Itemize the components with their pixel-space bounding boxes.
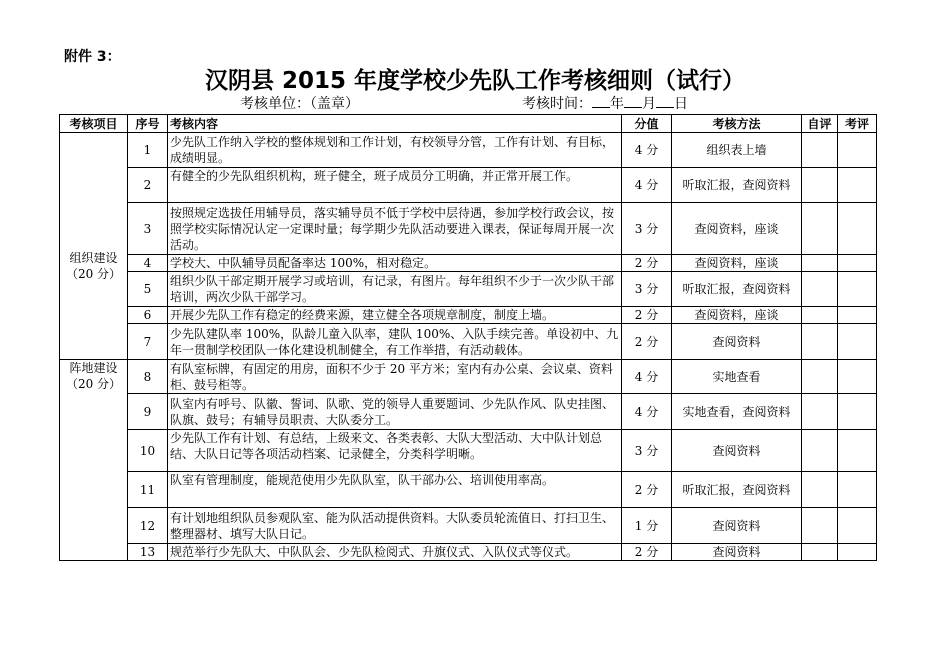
- self-eval-cell[interactable]: [802, 168, 838, 203]
- header-score: 分值: [622, 115, 672, 133]
- eval-cell[interactable]: [838, 272, 877, 307]
- row-content: 学校大、中队辅导员配备率达 100%，相对稳定。: [168, 255, 622, 272]
- header-eval: 考评: [838, 115, 877, 133]
- category-name: 阵地建设: [69, 361, 118, 375]
- self-eval-cell[interactable]: [802, 472, 838, 508]
- row-method: 听取汇报，查阅资料: [672, 168, 802, 203]
- row-number: 1: [128, 133, 168, 168]
- eval-cell[interactable]: [838, 203, 877, 255]
- eval-cell[interactable]: [838, 508, 877, 544]
- time-field: [522, 93, 688, 113]
- row-number: 8: [128, 360, 168, 394]
- self-eval-cell[interactable]: [802, 133, 838, 168]
- eval-cell[interactable]: [838, 255, 877, 272]
- time-label: 考核时间：: [522, 96, 592, 112]
- row-content: 按照规定选拔任用辅导员，落实辅导员不低于学校中层待遇，参加学校行政会议，按照学校实际情况认定一定课时量；每学期少先队活动要进入课表，保证每周开展一次活动。: [168, 203, 622, 255]
- table-row: [60, 168, 877, 203]
- year-blank: [592, 95, 610, 108]
- category-cell: [60, 133, 128, 360]
- row-score: 4 分: [622, 360, 672, 394]
- row-score: 3 分: [622, 203, 672, 255]
- year-label: 年: [610, 96, 624, 112]
- row-content: 少先队工作纳入学校的整体规划和工作计划，有校领导分管，工作有计划、有目标，成绩明显。: [168, 133, 622, 168]
- self-eval-cell[interactable]: [802, 203, 838, 255]
- row-method: 组织表上墙: [672, 133, 802, 168]
- category-score: （20 分）: [65, 377, 122, 391]
- row-number: 11: [128, 472, 168, 508]
- row-method: 查阅资料，座谈: [672, 255, 802, 272]
- table-row: [60, 508, 877, 544]
- row-method: 查阅资料，座谈: [672, 203, 802, 255]
- eval-cell[interactable]: [838, 544, 877, 561]
- self-eval-cell[interactable]: [802, 544, 838, 561]
- row-number: 10: [128, 430, 168, 472]
- eval-cell[interactable]: [838, 168, 877, 203]
- self-eval-cell[interactable]: [802, 430, 838, 472]
- self-eval-cell[interactable]: [802, 307, 838, 324]
- day-label: 日: [674, 96, 688, 112]
- row-content: 有队室标牌，有固定的用房，面积不少于 20 平方米；室内有办公桌、会议桌、资料柜、鼓号柜等。: [168, 360, 622, 394]
- eval-cell[interactable]: [838, 307, 877, 324]
- eval-cell[interactable]: [838, 472, 877, 508]
- row-method: 查阅资料: [672, 508, 802, 544]
- row-content: 有计划地组织队员参观队室、能为队活动提供资料。大队委员轮流值日、打扫卫生、整理器材、填写大队日记。: [168, 508, 622, 544]
- category-score: （20 分）: [65, 267, 122, 281]
- header-category: 考核项目: [60, 115, 128, 133]
- document-title: 汉阴县 2015 年度学校少先队工作考核细则（试行）: [204, 68, 746, 94]
- row-number: 13: [128, 544, 168, 561]
- row-content: 规范举行少先队大、中队队会、少先队检阅式、升旗仪式、入队仪式等仪式。: [168, 544, 622, 561]
- assessment-table: [59, 114, 877, 561]
- table-row: [60, 203, 877, 255]
- row-content: 队室内有呼号、队徽、誓词、队歌、党的领导人重要题词、少先队作风、队史挂图、队旗、鼓号；有辅导员职责、大队委分工。: [168, 394, 622, 430]
- table-row: [60, 430, 877, 472]
- table-row: [60, 307, 877, 324]
- row-score: 2 分: [622, 307, 672, 324]
- header-method: 考核方法: [672, 115, 802, 133]
- row-score: 3 分: [622, 272, 672, 307]
- row-content: 少先队建队率 100%，队龄儿童入队率，建队 100%、入队手续完善。单设初中、九年一贯制学校团队一体化建设机制健全，有工作举措，有活动载体。: [168, 324, 622, 360]
- month-label: 月: [642, 96, 656, 112]
- row-number: 2: [128, 168, 168, 203]
- row-number: 4: [128, 255, 168, 272]
- row-content: 组织少队干部定期开展学习或培训，有记录，有图片。每年组织不少于一次少队干部培训，两次少队干部学习。: [168, 272, 622, 307]
- category-name: 组织建设: [69, 251, 118, 265]
- row-method: 听取汇报，查阅资料: [672, 472, 802, 508]
- month-blank: [624, 95, 642, 108]
- row-method: 听取汇报，查阅资料: [672, 272, 802, 307]
- row-score: 2 分: [622, 544, 672, 561]
- table-row: [60, 272, 877, 307]
- row-method: 查阅资料: [672, 324, 802, 360]
- eval-cell[interactable]: [838, 133, 877, 168]
- row-score: 3 分: [622, 430, 672, 472]
- row-content: 有健全的少先队组织机构，班子健全，班子成员分工明确，并正常开展工作。: [168, 168, 622, 203]
- row-content: 队室有管理制度，能规范使用少先队队室，队干部办公、培训使用率高。: [168, 472, 622, 508]
- row-method: 实地查看: [672, 360, 802, 394]
- row-number: 12: [128, 508, 168, 544]
- row-number: 7: [128, 324, 168, 360]
- row-score: 2 分: [622, 324, 672, 360]
- day-blank: [656, 95, 674, 108]
- header-number: 序号: [128, 115, 168, 133]
- row-number: 3: [128, 203, 168, 255]
- self-eval-cell[interactable]: [802, 324, 838, 360]
- eval-cell[interactable]: [838, 360, 877, 394]
- table-row: [60, 472, 877, 508]
- eval-cell[interactable]: [838, 324, 877, 360]
- row-number: 6: [128, 307, 168, 324]
- self-eval-cell[interactable]: [802, 272, 838, 307]
- self-eval-cell[interactable]: [802, 508, 838, 544]
- row-content: 开展少先队工作有稳定的经费来源，建立健全各项规章制度，制度上墙。: [168, 307, 622, 324]
- table-row: [60, 133, 877, 168]
- self-eval-cell[interactable]: [802, 360, 838, 394]
- row-method: 实地查看，查阅资料: [672, 394, 802, 430]
- row-score: 1 分: [622, 508, 672, 544]
- unit-label: 考核单位：（盖章）: [240, 96, 359, 112]
- header-row: [60, 115, 877, 133]
- self-eval-cell[interactable]: [802, 255, 838, 272]
- row-score: 4 分: [622, 133, 672, 168]
- row-number: 5: [128, 272, 168, 307]
- row-score: 4 分: [622, 168, 672, 203]
- header-content: 考核内容: [168, 115, 622, 133]
- eval-cell[interactable]: [838, 394, 877, 430]
- row-score: 2 分: [622, 255, 672, 272]
- header-self-eval: 自评: [802, 115, 838, 133]
- category-cell: [60, 360, 128, 561]
- row-method: 查阅资料: [672, 544, 802, 561]
- table-row: [60, 360, 877, 394]
- row-content: 少先队工作有计划、有总结，上级来文、各类表彰、大队大型活动、大中队计划总结、大队日记等各项活动档案、记录健全，分类科学明晰。: [168, 430, 622, 472]
- row-score: 4 分: [622, 394, 672, 430]
- row-number: 9: [128, 394, 168, 430]
- table-row: [60, 255, 877, 272]
- table-row: [60, 544, 877, 561]
- table-row: [60, 324, 877, 360]
- row-method: 查阅资料，座谈: [672, 307, 802, 324]
- self-eval-cell[interactable]: [802, 394, 838, 430]
- eval-cell[interactable]: [838, 430, 877, 472]
- row-method: 查阅资料: [672, 430, 802, 472]
- row-score: 2 分: [622, 472, 672, 508]
- table-row: [60, 394, 877, 430]
- attachment-label: 附件 3：: [64, 49, 121, 65]
